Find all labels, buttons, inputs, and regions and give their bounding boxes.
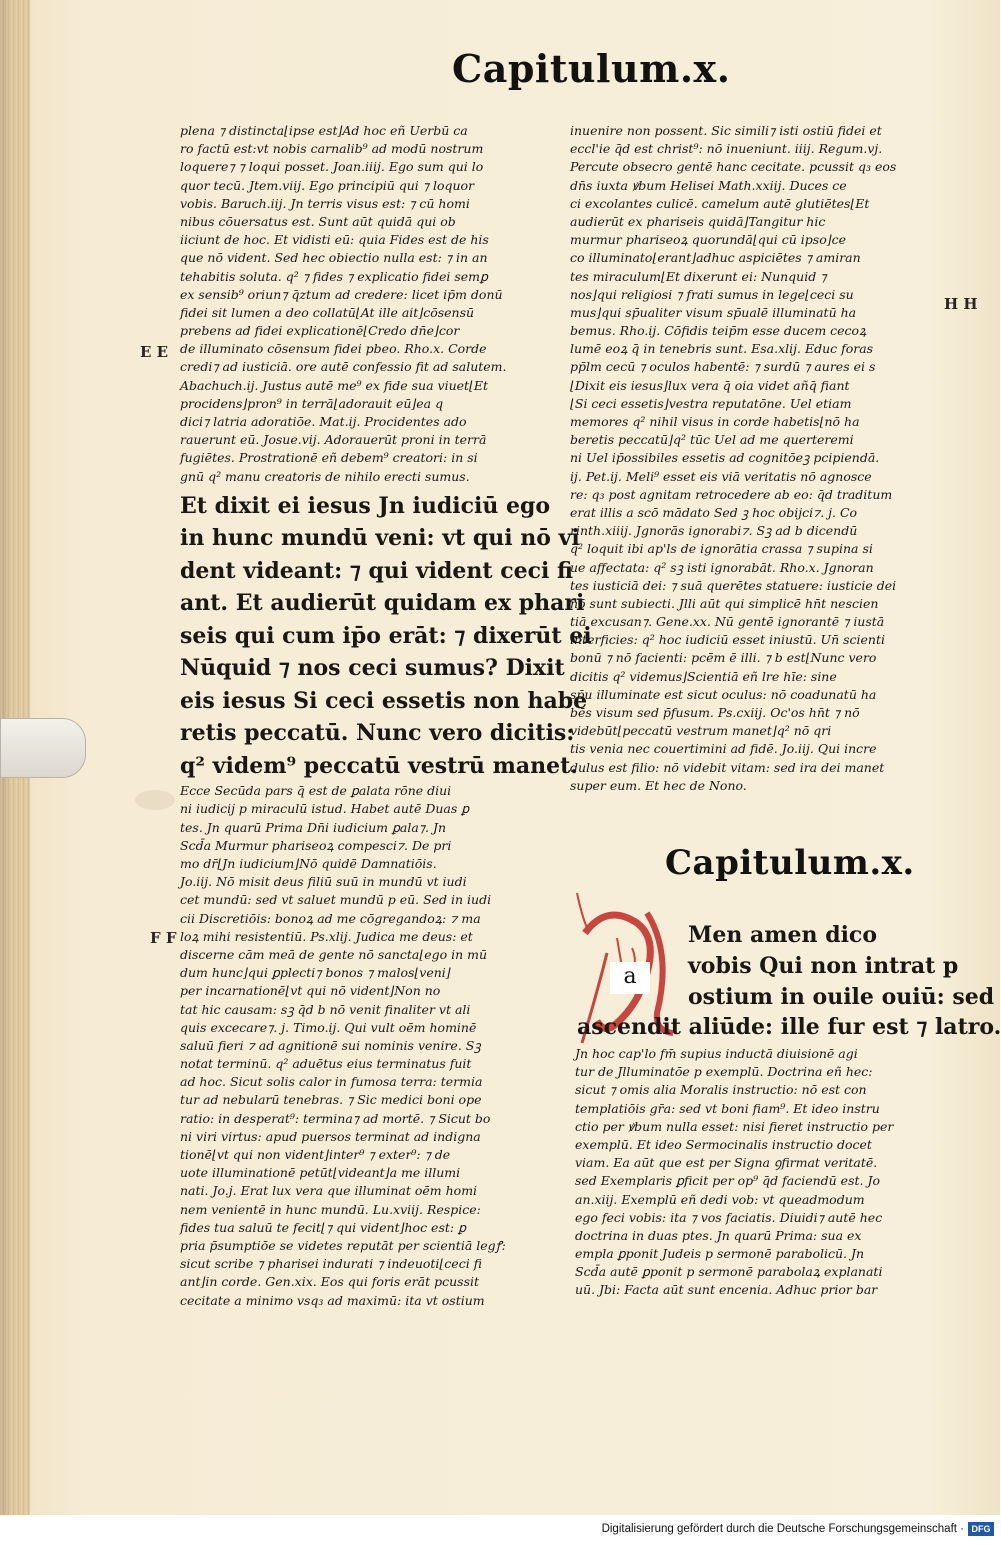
text-line: audierūt ex phariseis quidā⌋Tangitur hic — [570, 213, 826, 229]
text-line: ctio per ꝟbum nulla esset: nisi fieret instructio per — [575, 1118, 894, 1134]
text-line: lumē eoꝝ q̄ in tenebris sunt. Esa.xlij. Educ foras — [570, 341, 874, 357]
text-line: quor tecū. Jtem.viij. Ego principiū qui ⁊ loquor — [180, 177, 475, 193]
text-line: Jn hoc cap'lo fm̄ supius inductā diuisionē agi — [575, 1046, 858, 1061]
text-line: ego feci vobis: ita ⁊ vos faciatis. Diuidi⁊ autē hec — [575, 1209, 883, 1225]
text-line: prebens ad fidei explicationē⌊Credo dn̄e⌋cor — [180, 323, 460, 339]
text-line: dn̄s iuxta ꝟbum Helisei Math.xxiij. Duces ce — [570, 177, 847, 193]
chapter-opening-last-line — [577, 1012, 1001, 1043]
text-line: ant. Et audierūt quidam ex phari — [180, 590, 585, 617]
text-line: cecitate a minimo vsq₃ ad maximū: ita vt ostium — [180, 1292, 485, 1308]
text-line: q² loquit ibi ap'ls de ignorātia crassa ⁊ supina si — [570, 541, 873, 557]
text-line: uū. Jbi: Facta aūt sunt encenia. Adhuc prior bar — [575, 1282, 878, 1298]
text-line: Scd̄a autē ꝑponit p sermonē parabolaꝝ explanati — [575, 1264, 883, 1280]
text-line: sicut scribe ⁊ pharisei indurati ⁊ indeuoti⌊ceci fi — [180, 1256, 483, 1272]
text-line: nibus cōuersatus est. Sunt aūt quidā qui ob — [180, 213, 456, 229]
text-line: seis qui cum ip̄o erāt: ⁊ dixerūt ei — [180, 622, 592, 649]
text-line: tes iusticiā dei: ⁊ suā querētes statuere: iusticie dei — [570, 577, 897, 593]
text-line: ni Uel ip̄ossibiles essetis ad cognitōeꝫ pcipiendā. — [570, 450, 880, 466]
text-line: bēs visum sed p̄fusum. Ps.cxiij. Oc'os hn̄t ⁊ nō — [570, 705, 860, 720]
text-line: ex sensib⁹ oriun⁊ q̄ztum ad credere: licet ip̄m donū — [180, 286, 503, 302]
text-line: per incarnationē⌊vt qui nō vident⌋Non no — [180, 983, 441, 999]
text-line: templatiōis gr̄a: sed vt boni fiam⁹. Et ideo instru — [575, 1100, 880, 1116]
text-line: quis excecare⁊. j. Timo.ij. Qui vult oēm hominē — [180, 1019, 477, 1035]
text-line: cet mundū: sed vt saluet mundū p eū. Sed in iudi — [180, 892, 492, 908]
text-line: eis iesus Si ceci essetis non habe — [180, 687, 588, 714]
text-line: ad hoc. Sicut solis calor in fumosa terra: termia — [180, 1074, 483, 1090]
text-line: mus⌋qui sp̄ualiter visum sp̄ualē illuminatū ha — [570, 304, 857, 320]
text-line: dici⁊ latria adoratiōe. Mat.ij. Procidentes ado — [180, 414, 467, 429]
text-line: loꝝ mihi resistentiū. Ps.xlij. Judica me deus: et — [180, 928, 473, 944]
text-line: ostium in ouile ouiū: sed — [688, 984, 995, 1010]
text-line: notat terminū. q² aduētus eius terminatus fuit — [180, 1056, 472, 1072]
text-line: nati. Jo.j. Erat lux vera que illuminat oēm homi — [180, 1183, 478, 1199]
dfg-logo: DFG — [968, 1522, 994, 1536]
text-line: de illuminato cōsensum fidei pbeo. Rho.x. Corde — [180, 341, 487, 357]
text-line: nos⌋qui religiosi ⁊ frati sumus in lege⌊ceci su — [570, 286, 854, 302]
chapter-opening-last — [577, 1012, 1001, 1043]
text-line: dicitis q² videmus⌋Scientiā eñ lre hīe: sine — [570, 668, 837, 684]
text-line: credi⁊ ad iusticiā. ore autē confessio fit ad salutem. — [180, 359, 507, 375]
text-line: Men amen dico — [688, 922, 877, 948]
text-line: q² videm⁹ peccatū vestrū manet. — [180, 752, 578, 779]
text-line: murmur phariseoꝝ quorundā⌊qui cū ipso⌋ce — [570, 232, 846, 248]
paper-stain — [135, 790, 175, 810]
text-line: ⌊Dixit eis iesus⌋lux vera q̄ oia videt añq̄ fiant — [570, 377, 850, 393]
text-line: Nūquid ⁊ nos ceci sumus? Dixit — [180, 655, 565, 682]
text-line: co illuminato⌊erant⌋adhuc aspiciētes ⁊ amiran — [570, 250, 861, 266]
text-line: beretis peccatū⌋q² tūc Uel ad me querteremi — [570, 432, 854, 448]
text-line: memores q² nihil visus in corde habetis⌊nō ha — [570, 414, 860, 429]
text-line: bonū ⁊ nō facienti: pcēm ē illi. ⁊ b est⌊Nunc vero — [570, 650, 877, 666]
left-gospel-text — [180, 490, 592, 783]
text-line: tiā excusan⁊. Gene.xx. Nū gentē ignorantē ⁊ iustā — [570, 614, 885, 630]
text-line: sicut ⁊ omis alia Moralis instructio: nō est con — [575, 1082, 867, 1098]
text-line: erat illis a scō mādato Sed ꝫ hoc obijci⁊. j. Co — [570, 504, 858, 520]
right-commentary — [570, 122, 948, 795]
text-line: retis peccatū. Nunc vero dicitis: — [180, 720, 575, 747]
text-line: pria p̄sumptiōe se videtes reputāt per scientiā legꝭ: — [180, 1237, 506, 1253]
text-line: fidei sit lumen a deo collatū⌊At ille ait⌋cōsensū — [180, 304, 475, 320]
text-line: ni iudicij p miraculū istud. Habet autē Duas ꝑ — [180, 801, 470, 817]
margin-mark-hh: H H — [944, 295, 978, 313]
text-line: inuenire non possent. Sic simili⁊ isti ostiū fidei et — [570, 123, 882, 138]
text-line: sp̄u illuminate est sicut oculus: nō coadunatū ha — [570, 686, 877, 702]
text-line: nem venientē in hunc mundū. Lu.xviij. Respice: — [180, 1201, 481, 1217]
text-line: dum hunc⌋qui ꝑplecti⁊ bonos ⁊ malos⌊veni⌋ — [180, 965, 451, 981]
text-line: an.xiij. Exemplū eñ dedi vob: vt queadmodum — [575, 1191, 865, 1207]
text-line: re: q₃ post agnitam retrocedere ab eo: q̄d traditum — [570, 486, 893, 502]
chapter-opening-lines — [688, 920, 995, 1013]
text-line: interficies: q² hoc iudiciū esset iniustū. Un̄ scienti — [570, 632, 885, 648]
margin-mark-ff: F F — [150, 929, 177, 947]
text-line: Scd̄a Murmur phariseoꝝ compesci⁊. De pri — [180, 837, 452, 853]
text-line: Abachuch.ij. Justus autē me⁹ ex fide sua viuet⌊Et — [180, 377, 489, 393]
text-line: tes. Jn quarū Prima Dn̄i iudicium ꝑala⁊. Jn — [180, 819, 447, 835]
funding-credit: Digitalisierung gefördert durch die Deutsche Forschungsgemeinschaft · — [601, 1523, 964, 1535]
text-line: pp̄lm cecū ⁊ oculos habentē: ⁊ surdū ⁊ aures ei s — [570, 359, 876, 375]
text-line: ci excolantes culicē. camelum autē glutiētes⌊Et — [570, 195, 870, 211]
text-line: vobis Qui non intrat p — [688, 953, 959, 979]
text-line: ro factū est:vt nobis carnalib⁹ ad modū nostrum — [180, 141, 484, 157]
right-column — [570, 122, 948, 795]
text-line: fugiētes. Prostrationē eñ debem⁹ creatori: in si — [180, 450, 478, 466]
text-line: tis venia nec couertimini ad fidē. Jo.iij. Qui incre — [570, 741, 877, 757]
text-line: uote illuminationē petūt⌊videant⌋a me illumi — [180, 1165, 461, 1181]
text-line: tur de Jlluminatōe p exemplū. Doctrina eñ hec: — [575, 1064, 873, 1080]
text-line: plena ⁊ distincta⌊ipse est⌋Ad hoc eñ Uerbū ca — [180, 123, 468, 138]
text-line: vobis. Baruch.iij. Jn terris visus est: ⁊ cū homi — [180, 195, 470, 211]
text-line: dulus est filio: nō videbit vitam: sed ira dei manet — [570, 759, 885, 775]
text-line: fides tua saluū te fecit⌊⁊ qui vident⌋hoc est: ꝑ — [180, 1219, 467, 1235]
text-line: gnū q² manu creatoris de nihilo erecti sumus. — [180, 468, 470, 484]
text-line: tionē⌊vt qui non vident⌋inter⁹ ⁊ exter⁹: ⁊ de — [180, 1147, 451, 1162]
text-line: rinth.xiiij. Jgnorās ignorabi⁊. Sꝫ ad b dicendū — [570, 523, 858, 539]
text-line: viam. Ea aūt que est per Signa ꝯfirmat veritatē. — [575, 1155, 878, 1171]
text-line: ascendit aliūde: ille fur est ⁊ latro. — [577, 1014, 1001, 1040]
text-line: sed Exemplaris ꝑficit per op⁹ q̄d faciendū est. Jo — [575, 1173, 880, 1189]
text-line: nō sunt subiecti. Jlli aūt qui simplicē hn̄t nescien — [570, 595, 879, 611]
text-line: saluū fieri ⁊ ad agnitionē sui nominis venire. Sꝫ — [180, 1037, 481, 1053]
text-line: ue affectata: q² sꝫ isti ignorabāt. Rho.x. Jgnoran — [570, 559, 874, 575]
text-line: Et dixit ei iesus Jn iudiciū ego — [180, 492, 551, 519]
text-line: que nō vident. Sed hec obiectio nulla est: ⁊ in an — [180, 250, 488, 266]
text-line: procidens⌋pron⁹ in terrā⌊adorauit eū⌋ea q — [180, 395, 444, 411]
text-line: dent videant: ⁊ qui vident ceci fi — [180, 557, 574, 584]
text-line: ij. Pet.ij. Meli⁹ esset eis viā veritatis nō agnosce — [570, 468, 872, 484]
text-line: doctrina in duas ptes. Jn quarū Prima: sua ex — [575, 1227, 862, 1243]
text-line: videbūt⌊peccatū vestrum manet⌋q² nō qri — [570, 723, 832, 739]
text-line: loquere⁊ ⁊ loqui posset. Joan.iiij. Ego sum qui lo — [180, 159, 484, 175]
text-line: exemplū. Et ideo Sermocinalis instructio docet — [575, 1136, 872, 1152]
text-line: rauerunt eū. Josue.vij. Adorauerūt proni in terrā — [180, 432, 487, 448]
page-heading: Capitulum.x. — [452, 46, 731, 91]
text-line: tes miraculum⌊Et dixerunt ei: Nunquid ⁊ — [570, 268, 827, 284]
text-line: Jo.iij. Nō misit deus filiū suū in mundū vt iudi — [180, 874, 467, 890]
text-line: ni viri virtus: apud puersos terminat ad indigna — [180, 1128, 481, 1144]
text-line: Ecce Secūda pars q̄ est de ꝑalata rōne diui — [180, 783, 452, 799]
left-commentary — [180, 122, 558, 486]
text-line: mo dr̄⌊Jn iudicium⌋Nō quidē Damnatiōis. — [180, 856, 437, 871]
text-line: tat hic causam: sꝫ q̄d b nō venit finaliter vt ali — [180, 1001, 471, 1017]
bookmark-tab-icon — [0, 718, 86, 778]
text-line: in hunc mundū veni: vt qui nō vi — [180, 525, 580, 552]
text-line: cii Discretiōis: bonoꝝ ad me cōgregandoꝝ: ⁊ ma — [180, 910, 481, 926]
text-line: discerne cām meā de gente nō sancta⌊ego in mū — [180, 946, 488, 962]
text-line: ratio: in desperat⁹: termina⁊ ad mortē. ⁊ Sicut bo — [180, 1110, 491, 1126]
text-line: Percute obsecro gentē hanc cecitate. pcussit q₃ eos — [570, 159, 897, 175]
left-commentary-lower — [180, 782, 558, 1309]
guide-letter: a — [610, 962, 650, 994]
left-column — [180, 122, 592, 1310]
text-line: iiciunt de hoc. Et vidisti eū: quia Fides est de his — [180, 232, 489, 248]
text-line: ant⌋in corde. Gen.xix. Eos qui foris erāt pcussit — [180, 1274, 480, 1290]
chapter-opening-text — [688, 920, 995, 1013]
text-line: super eum. Et hec de Nono. — [570, 777, 747, 793]
text-line: ⌊Si ceci essetis⌋vestra reputatōne. Uel etiam — [570, 395, 852, 411]
right-commentary-lower — [575, 1045, 947, 1300]
text-line: tehabitis soluta. q² ⁊ fides ⁊ explicatio fidei semꝑ — [180, 268, 488, 284]
text-line: empla ꝑponit Judeis p sermonē parabolicū. Jn — [575, 1246, 865, 1262]
right-commentary-lower-lines — [575, 1045, 947, 1300]
text-line: bemus. Rho.ij. Cōfidis teip̄m esse ducem cecoꝝ — [570, 323, 867, 339]
margin-mark-ee: E E — [140, 343, 169, 361]
chapter-heading: Capitulum.x. — [665, 843, 915, 883]
text-line: tur ad nebularū tenebras. ⁊ Sic medici boni ope — [180, 1092, 482, 1108]
text-line: eccl'ie q̄d est christ⁹: nō inueniunt. iiij. Regum.vj. — [570, 141, 883, 157]
